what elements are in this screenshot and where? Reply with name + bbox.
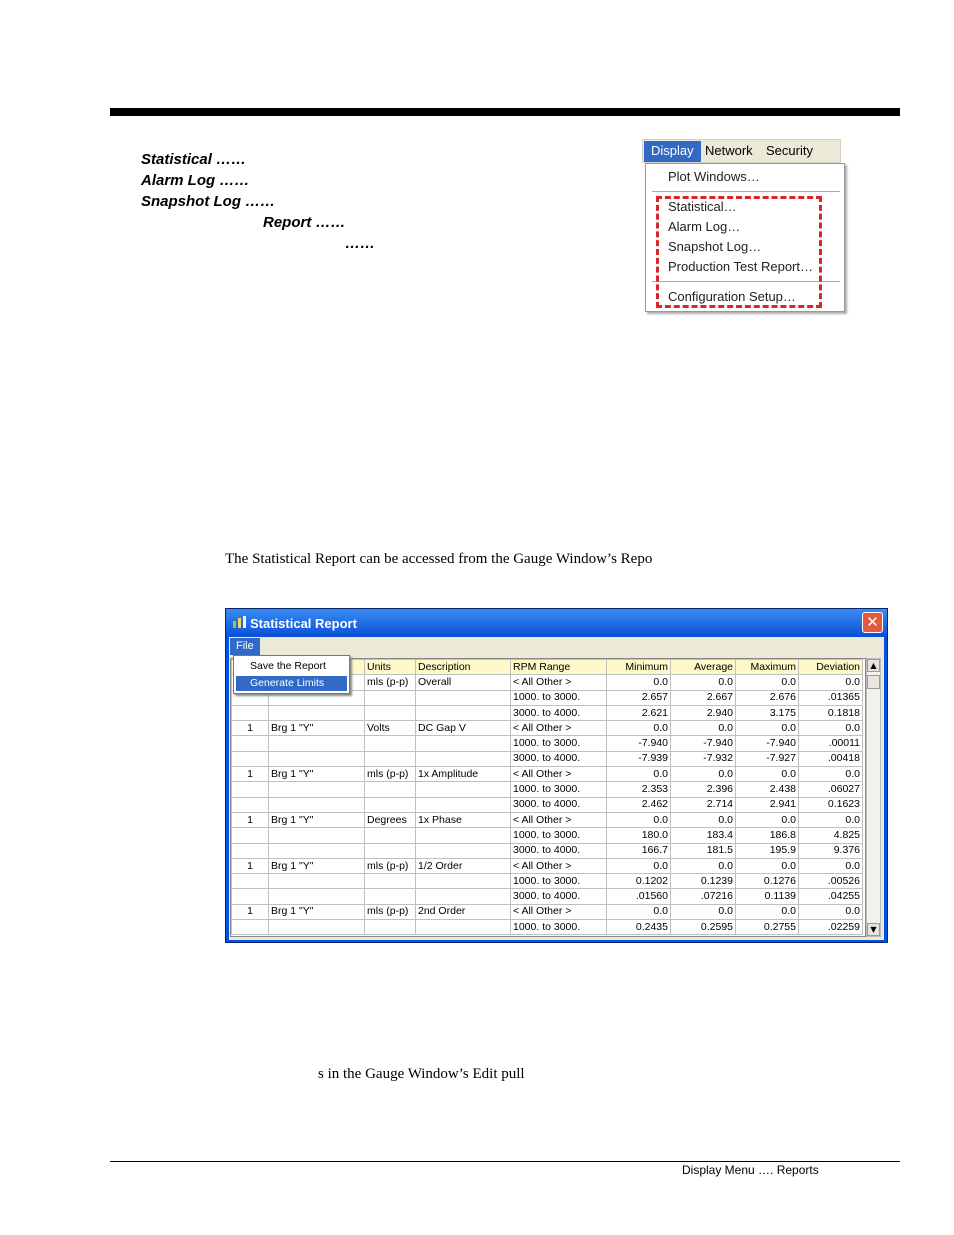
table-cell: 0.2755: [736, 920, 799, 935]
table-cell: Degrees: [365, 812, 416, 827]
table-cell: [416, 690, 511, 705]
table-cell: < All Other >: [511, 675, 607, 690]
menu-display[interactable]: Display: [644, 141, 701, 162]
table-row[interactable]: [232, 904, 863, 919]
menu-list-statistical: Statistical ……: [141, 151, 247, 168]
table-cell: [416, 751, 511, 766]
menu-item-generate-limits[interactable]: Generate Limits: [236, 676, 347, 691]
table-cell: 0.0: [607, 858, 671, 873]
table-cell: [232, 782, 269, 797]
table-cell: .01365: [799, 690, 863, 705]
table-cell: [269, 736, 365, 751]
table-cell: [365, 889, 416, 904]
table-cell: [416, 797, 511, 812]
table-cell: [269, 828, 365, 843]
table-cell: [269, 751, 365, 766]
table-cell: [365, 828, 416, 843]
table-cell: .02259: [799, 920, 863, 935]
table-row[interactable]: [232, 858, 863, 873]
menu-item-statistical[interactable]: Statistical…: [668, 199, 737, 214]
table-cell: 1000. to 3000.: [511, 736, 607, 751]
table-cell: [232, 705, 269, 720]
table-cell: [269, 797, 365, 812]
column-header-deviation[interactable]: Deviation: [799, 660, 863, 675]
table-row[interactable]: [232, 828, 863, 843]
top-rule: [110, 108, 900, 116]
table-cell: -7.932: [671, 751, 736, 766]
table-cell: [232, 751, 269, 766]
table-cell: mls (p-p): [365, 858, 416, 873]
table-cell: .04255: [799, 889, 863, 904]
menu-separator: [652, 191, 840, 192]
table-cell: 0.0: [607, 904, 671, 919]
scroll-down-icon[interactable]: ▼: [867, 923, 880, 936]
table-cell: .00418: [799, 751, 863, 766]
table-cell: [232, 920, 269, 935]
table-cell: 2.714: [671, 797, 736, 812]
menu-file[interactable]: File: [230, 638, 260, 655]
table-cell: [269, 705, 365, 720]
menu-security[interactable]: Security: [766, 143, 813, 158]
table-cell: 0.2595: [671, 920, 736, 935]
table-cell: 1000. to 3000.: [511, 874, 607, 889]
table-cell: Volts: [365, 721, 416, 736]
table-cell: 4.825: [799, 828, 863, 843]
table-cell: 3000. to 4000.: [511, 705, 607, 720]
table-cell: < All Other >: [511, 767, 607, 782]
table-cell: 2.657: [607, 690, 671, 705]
table-cell: mls (p-p): [365, 767, 416, 782]
table-cell: [269, 920, 365, 935]
table-row[interactable]: [232, 843, 863, 858]
table-cell: Overall: [416, 675, 511, 690]
table-cell: [232, 828, 269, 843]
table-cell: 1000. to 3000.: [511, 828, 607, 843]
table-cell: 0.0: [736, 812, 799, 827]
menu-item-snapshot-log[interactable]: Snapshot Log…: [668, 239, 762, 254]
table-cell: < All Other >: [511, 904, 607, 919]
menu-item-configuration-setup[interactable]: Configuration Setup…: [668, 289, 796, 304]
table-cell: 2.940: [671, 705, 736, 720]
table-cell: 0.0: [736, 904, 799, 919]
table-cell: 9.376: [799, 843, 863, 858]
table-cell: 0.0: [671, 675, 736, 690]
column-header-rpm-range[interactable]: RPM Range: [511, 660, 607, 675]
table-cell: [269, 782, 365, 797]
table-cell: 2.462: [607, 797, 671, 812]
window-client: [229, 637, 884, 940]
table-cell: 2.676: [736, 690, 799, 705]
table-cell: [416, 705, 511, 720]
table-cell: [269, 874, 365, 889]
table-cell: 0.0: [671, 858, 736, 873]
table-cell: 0.0: [799, 812, 863, 827]
table-row[interactable]: [232, 705, 863, 720]
table-row[interactable]: [232, 812, 863, 827]
table-row[interactable]: [232, 767, 863, 782]
table-cell: [365, 874, 416, 889]
scroll-up-icon[interactable]: ▲: [867, 659, 880, 672]
table-cell: [365, 782, 416, 797]
display-menu-screenshot: [642, 139, 844, 313]
table-row[interactable]: [232, 889, 863, 904]
table-cell: < All Other >: [511, 812, 607, 827]
table-cell: 2nd Order: [416, 904, 511, 919]
table-cell: 0.0: [736, 675, 799, 690]
table-cell: < All Other >: [511, 858, 607, 873]
table-cell: 0.0: [607, 767, 671, 782]
table-cell: 180.0: [607, 828, 671, 843]
table-cell: 1: [232, 721, 269, 736]
table-cell: [416, 736, 511, 751]
menu-list-ellipsis: ……: [345, 235, 375, 252]
window-title: Statistical Report: [250, 616, 357, 631]
table-cell: 0.0: [607, 721, 671, 736]
table-row[interactable]: [232, 721, 863, 736]
table-cell: 195.9: [736, 843, 799, 858]
table-cell: [365, 736, 416, 751]
page-footer: Display Menu …. Reports: [682, 1163, 819, 1177]
table-cell: 0.1202: [607, 874, 671, 889]
table-cell: [365, 705, 416, 720]
table-cell: [232, 797, 269, 812]
table-cell: [416, 782, 511, 797]
report-menubar: [229, 637, 884, 656]
table-cell: .00011: [799, 736, 863, 751]
table-cell: 183.4: [671, 828, 736, 843]
table-row[interactable]: [232, 797, 863, 812]
table-cell: -7.940: [671, 736, 736, 751]
table-cell: 1000. to 3000.: [511, 690, 607, 705]
table-cell: 2.667: [671, 690, 736, 705]
table-cell: 181.5: [671, 843, 736, 858]
table-cell: 3000. to 4000.: [511, 843, 607, 858]
table-cell: 0.0: [671, 721, 736, 736]
menu-network[interactable]: Network: [705, 143, 753, 158]
statistical-report-window: [225, 608, 888, 943]
vertical-scrollbar[interactable]: [866, 658, 881, 937]
table-cell: [365, 920, 416, 935]
column-header-units[interactable]: Units: [365, 660, 416, 675]
menu-list-snapshot-log: Snapshot Log ……: [141, 193, 276, 210]
menu-item-alarm-log[interactable]: Alarm Log…: [668, 219, 741, 234]
table-cell: [232, 874, 269, 889]
table-cell: -7.940: [736, 736, 799, 751]
table-cell: 2.396: [671, 782, 736, 797]
display-dropdown: [645, 163, 845, 312]
table-cell: 0.0: [671, 812, 736, 827]
table-cell: [232, 736, 269, 751]
table-cell: 0.0: [671, 904, 736, 919]
table-cell: [416, 843, 511, 858]
table-cell: mls (p-p): [365, 675, 416, 690]
table-cell: 0.0: [799, 858, 863, 873]
table-cell: -7.939: [607, 751, 671, 766]
file-dropdown: [233, 655, 350, 694]
table-cell: 186.8: [736, 828, 799, 843]
table-cell: [365, 690, 416, 705]
menu-item-save-report[interactable]: Save the Report: [250, 660, 326, 672]
table-cell: 1: [232, 904, 269, 919]
table-cell: 1: [232, 767, 269, 782]
table-cell: 0.1623: [799, 797, 863, 812]
table-cell: 166.7: [607, 843, 671, 858]
table-cell: -7.940: [607, 736, 671, 751]
paragraph-edit-pulldown: s in the Gauge Window’s Edit pull: [318, 1066, 525, 1082]
table-cell: 1x Phase: [416, 812, 511, 827]
table-cell: [416, 920, 511, 935]
table-cell: .00526: [799, 874, 863, 889]
table-cell: 0.1139: [736, 889, 799, 904]
table-cell: DC Gap V: [416, 721, 511, 736]
table-cell: 2.438: [736, 782, 799, 797]
table-cell: [416, 828, 511, 843]
table-cell: 0.0: [799, 767, 863, 782]
table-cell: 0.0: [736, 721, 799, 736]
table-cell: 0.2435: [607, 920, 671, 935]
table-cell: 2.353: [607, 782, 671, 797]
table-cell: 0.1818: [799, 705, 863, 720]
table-cell: mls (p-p): [365, 904, 416, 919]
footer-rule: [110, 1161, 900, 1162]
table-cell: 0.1239: [671, 874, 736, 889]
table-cell: Brg 1 "Y": [269, 767, 365, 782]
table-row[interactable]: [232, 874, 863, 889]
table-row[interactable]: [232, 920, 863, 935]
table-cell: < All Other >: [511, 721, 607, 736]
menu-bar: [642, 139, 841, 163]
table-cell: [365, 843, 416, 858]
table-cell: [416, 889, 511, 904]
scroll-thumb[interactable]: [867, 675, 880, 689]
table-cell: [232, 843, 269, 858]
table-cell: 0.0: [607, 812, 671, 827]
table-cell: Brg 1 "Y": [269, 721, 365, 736]
table-cell: 3000. to 4000.: [511, 751, 607, 766]
table-cell: 2.941: [736, 797, 799, 812]
menu-item-plot-windows[interactable]: Plot Windows…: [668, 169, 760, 184]
window-titlebar[interactable]: [226, 609, 887, 637]
table-cell: 0.0: [799, 675, 863, 690]
table-cell: [269, 843, 365, 858]
close-icon[interactable]: ✕: [862, 612, 883, 633]
table-cell: 1x Amplitude: [416, 767, 511, 782]
app-icon: [232, 615, 248, 629]
table-row[interactable]: [232, 782, 863, 797]
table-cell: Brg 1 "Y": [269, 812, 365, 827]
table-cell: -7.927: [736, 751, 799, 766]
report-grid[interactable]: [230, 658, 866, 937]
table-cell: 1000. to 3000.: [511, 920, 607, 935]
column-header-average[interactable]: Average: [671, 660, 736, 675]
column-header-minimum[interactable]: Minimum: [607, 660, 671, 675]
menu-list-alarm-log: Alarm Log ……: [141, 172, 250, 189]
table-row[interactable]: [232, 751, 863, 766]
table-cell: 0.0: [799, 721, 863, 736]
table-cell: [232, 889, 269, 904]
table-cell: .06027: [799, 782, 863, 797]
table-cell: [365, 751, 416, 766]
table-cell: Brg 1 "Y": [269, 858, 365, 873]
column-header-maximum[interactable]: Maximum: [736, 660, 799, 675]
table-cell: 0.0: [799, 904, 863, 919]
table-cell: 0.0: [671, 767, 736, 782]
table-cell: 0.1276: [736, 874, 799, 889]
column-header-description[interactable]: Description: [416, 660, 511, 675]
table-cell: 0.0: [607, 675, 671, 690]
table-cell: [269, 889, 365, 904]
table-cell: [365, 797, 416, 812]
table-cell: 0.0: [736, 767, 799, 782]
table-cell: Brg 1 "Y": [269, 904, 365, 919]
table-cell: 1/2 Order: [416, 858, 511, 873]
highlight-dashed-box: [656, 196, 822, 308]
table-cell: 3000. to 4000.: [511, 889, 607, 904]
menu-item-production-test-report[interactable]: Production Test Report…: [668, 259, 813, 274]
table-cell: .01560: [607, 889, 671, 904]
table-cell: 1: [232, 858, 269, 873]
table-cell: 1000. to 3000.: [511, 782, 607, 797]
table-cell: .07216: [671, 889, 736, 904]
table-cell: 2.621: [607, 705, 671, 720]
table-cell: 1: [232, 812, 269, 827]
paragraph-statistical-report: The Statistical Report can be accessed from the Gauge Window’s Repo: [225, 551, 653, 567]
table-cell: 0.0: [736, 858, 799, 873]
menu-list-report: Report ……: [263, 214, 346, 231]
table-cell: [416, 874, 511, 889]
table-row[interactable]: [232, 736, 863, 751]
table-cell: 3000. to 4000.: [511, 797, 607, 812]
table-cell: 3.175: [736, 705, 799, 720]
